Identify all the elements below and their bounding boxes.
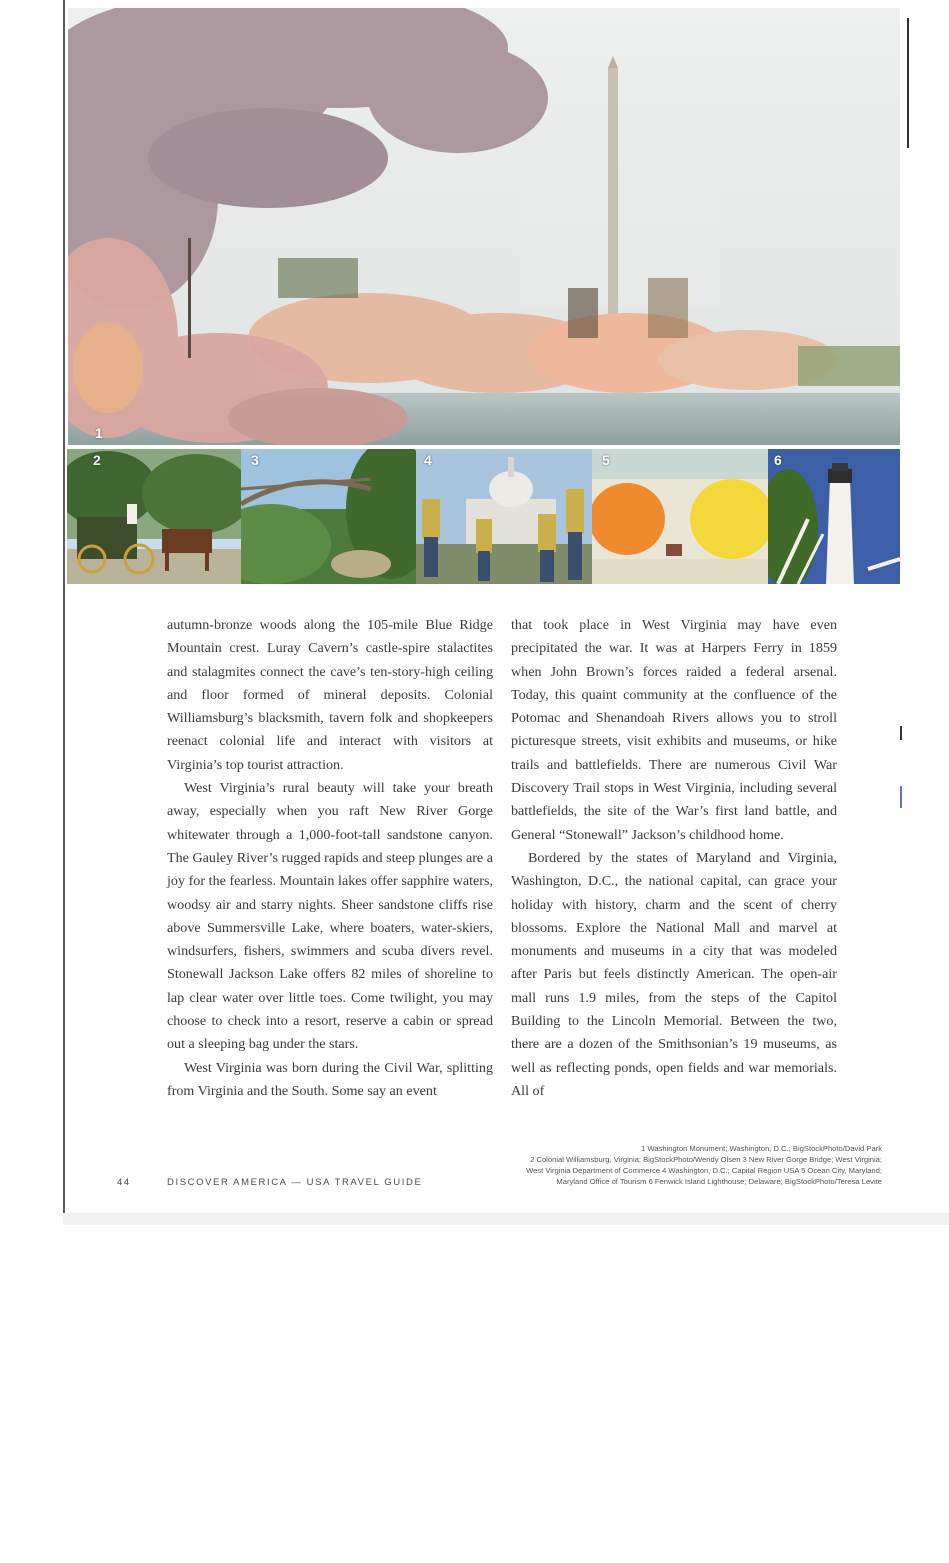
paragraph: Bordered by the states of Maryland and Virginia, Washington, D.C., the national capital, can grace your holiday with history, charm and the scent of cherry blossoms. Explore the National Mall and marvel at monuments and museums in a city that was modeled after Paris but feels distinctly American. The open-air mall runs 1.9 miles, from the steps of the Capitol Building to the Lincoln Memorial. Between the two, there are a dozen of the Smithsonian’s 19 museums, as well as reflecting ponds, open fields and war memorials. All of — [511, 849, 837, 1099]
paragraph: autumn-bronze woods along the 105-mile Blue Ridge Mountain crest. Luray Cavern’s castle-spire stalactites and stalagmites connect the cave’s ten-story-high ceiling and floor formed of mineral deposits. Colonial Williamsburg’s blacksmith, tavern folk and shopkeepers reenact colonial life and interact with visitors at Virginia’s top tourist attraction. — [167, 617, 493, 773]
photo-capitol-segway-tour — [416, 449, 592, 584]
article-column-left — [167, 614, 493, 1103]
paragraph: West Virginia’s rural beauty will take your breath away, especially when you raft New River Gorge whitewater through a 1,000-foot-tall sandstone canyon. The Gauley River’s rugged rapids and steep plunges are a joy for the fearless. Mountain lakes offer sapphire waters, woodsy air and starry nights. Sheer sandstone cliffs rise above Summersville Lake, where boaters, water-skiers, windsurfers, fishers, swimmers and scuba divers revel. Stonewall Jackson Lake offers 82 miles of shoreline to lap clear water over little toes. Come twilight, you may choose to check into a resort, reserve a cabin or spread out a sleeping bag under the stars. — [167, 780, 493, 1053]
photo-number-1: 1 — [95, 425, 103, 441]
paragraph: West Virginia was born during the Civil War, splitting from Virginia and the South. Some say an event — [167, 1059, 493, 1099]
photo-number-5: 5 — [602, 452, 610, 468]
photo-number-3: 3 — [251, 452, 259, 468]
photo-credits — [432, 1143, 882, 1187]
photo-fenwick-island-lighthouse — [768, 449, 900, 584]
photo-number-6: 6 — [774, 452, 782, 468]
photo-colonial-williamsburg-carriage — [67, 449, 241, 584]
photo-new-river-gorge-bridge — [241, 449, 416, 584]
paragraph: that took place in West Virginia may have even precipitated the war. It was at Harpers Ferry in 1859 when John Brown’s forces raided a federal arsenal. Today, this quaint community at the confluence of the Potomac and Shenandoah Rivers allows you to stroll picturesque streets, visit exhibits and museums, or hike trails and battlefields. There are numerous Civil War Discovery Trail stops in West Virginia, including several battlefields, the site of the War’s first land battle, and General “Stonewall” Jackson’s childhood home. — [511, 617, 837, 843]
credit-line: 1 Washington Monument; Washington, D.C.; BigStockPhoto/David Park — [641, 1144, 882, 1153]
photo-number-4: 4 — [424, 452, 432, 468]
photo-cherry-blossoms-washington-monument — [68, 8, 900, 445]
publication-title: DISCOVER AMERICA — USA TRAVEL GUIDE — [167, 1177, 423, 1188]
credit-line: West Virginia Department of Commerce 4 Washington, D.C.; Capital Region USA 5 Ocean City, Maryland; — [526, 1166, 882, 1175]
credit-line: 2 Colonial Williamsburg, Virginia; BigStockPhoto/Wendy Olsen 3 New River Gorge Bridge; West Virginia; — [530, 1155, 882, 1164]
credit-line: Maryland Office of Tourism 6 Fenwick Island Lighthouse; Delaware; BigStockPhoto/Teresa Levite — [556, 1177, 882, 1186]
article-column-right — [511, 614, 837, 1103]
photo-ocean-city-beach-umbrellas — [592, 449, 768, 584]
photo-number-2: 2 — [93, 452, 101, 468]
page-number: 44 — [117, 1177, 131, 1188]
page-bottom-edge — [63, 1213, 949, 1225]
scan-page-edge — [63, 0, 65, 1213]
